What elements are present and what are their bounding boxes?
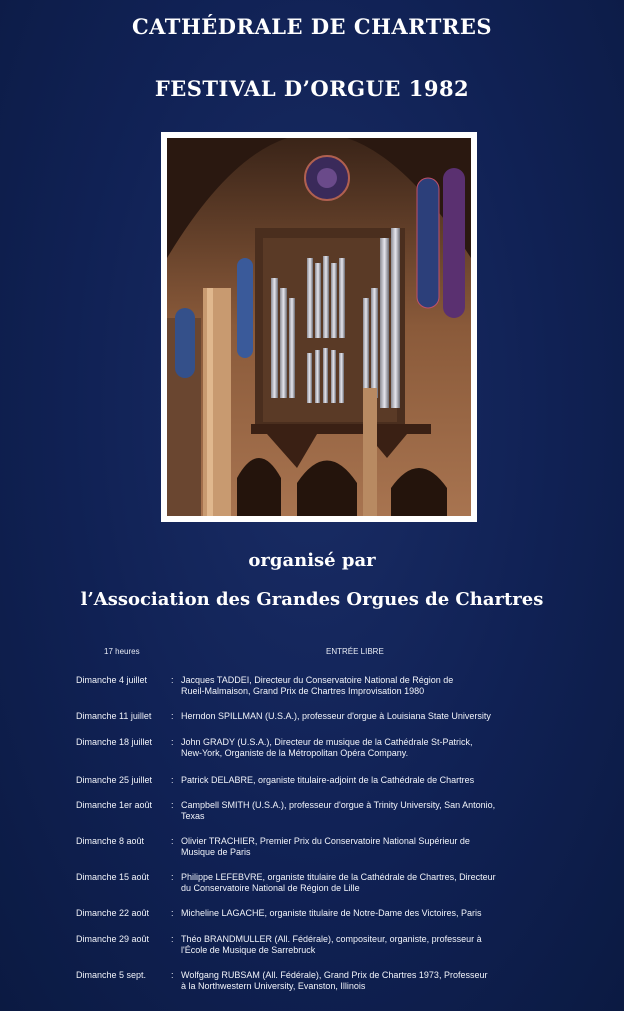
separator: : (171, 675, 174, 685)
separator: : (171, 836, 174, 846)
concert-description: Théo BRANDMULLER (All. Fédérale), compositeur, organiste, professeur à l'École de Musique de Sarrebruck (181, 934, 482, 955)
concert-description: Micheline LAGACHE, organiste titulaire de Notre-Dame des Victoires, Paris (181, 908, 482, 918)
concert-description: Patrick DELABRE, organiste titulaire-adjoint de la Cathédrale de Chartres (181, 775, 475, 785)
separator: : (171, 934, 174, 944)
concert-description: Jacques TADDEI, Directeur du Conservatoire National de Région de Rueil-Malmaison, Grand Prix de Chartres Improvisation 1980 (181, 675, 454, 696)
concert-date: Dimanche 4 juillet (76, 675, 148, 685)
concert-description: Philippe LEFEBVRE, organiste titulaire de la Cathédrale de Chartres, Directeur du Conservatoire National de Région de Lille (181, 872, 496, 893)
concert-date: Dimanche 25 juillet (76, 775, 153, 785)
separator: : (171, 775, 174, 785)
separator: : (171, 872, 174, 882)
poster-title: CATHÉDRALE DE CHARTRES (131, 14, 493, 39)
organ-illustration (167, 138, 471, 516)
organ-photo (161, 132, 477, 522)
separator: : (171, 800, 174, 810)
poster-subtitle: FESTIVAL D’ORGUE 1982 (154, 76, 470, 101)
separator: : (171, 737, 174, 747)
entry-label: ENTRÉE LIBRE (326, 647, 384, 656)
concert-description: Wolfgang RUBSAM (All. Fédérale), Grand Prix de Chartres 1973, Professeur à la Northwestern University, Evanston, Illinois (181, 970, 488, 991)
concert-description: Olivier TRACHIER, Premier Prix du Conservatoire National Supérieur de Musique de Paris (181, 836, 470, 857)
concert-date: Dimanche 5 sept. (76, 970, 147, 980)
concert-date: Dimanche 15 août (76, 872, 150, 882)
concert-date: Dimanche 29 août (76, 934, 150, 944)
concert-date: Dimanche 1er août (76, 800, 153, 810)
concert-description: Campbell SMITH (U.S.A.), professeur d'orgue à Trinity University, San Antonio, Texas (181, 800, 496, 821)
organizer-intro: organisé par (248, 550, 376, 571)
concert-date: Dimanche 18 juillet (76, 737, 153, 747)
time-label: 17 heures (104, 647, 140, 656)
separator: : (171, 970, 174, 980)
concert-date: Dimanche 8 août (76, 836, 145, 846)
separator: : (171, 711, 174, 721)
concert-date: Dimanche 11 juillet (76, 711, 152, 721)
concert-description: John GRADY (U.S.A.), Directeur de musique de la Cathédrale St-Patrick, New-York, Organiste de la Métropolitan Opéra Company. (181, 737, 473, 758)
organizer-name: l’Association des Grandes Orgues de Chartres (80, 589, 544, 610)
concert-date: Dimanche 22 août (76, 908, 150, 918)
separator: : (171, 908, 174, 918)
concert-description: Herndon SPILLMAN (U.S.A.), professeur d'orgue à Louisiana State University (181, 711, 491, 721)
